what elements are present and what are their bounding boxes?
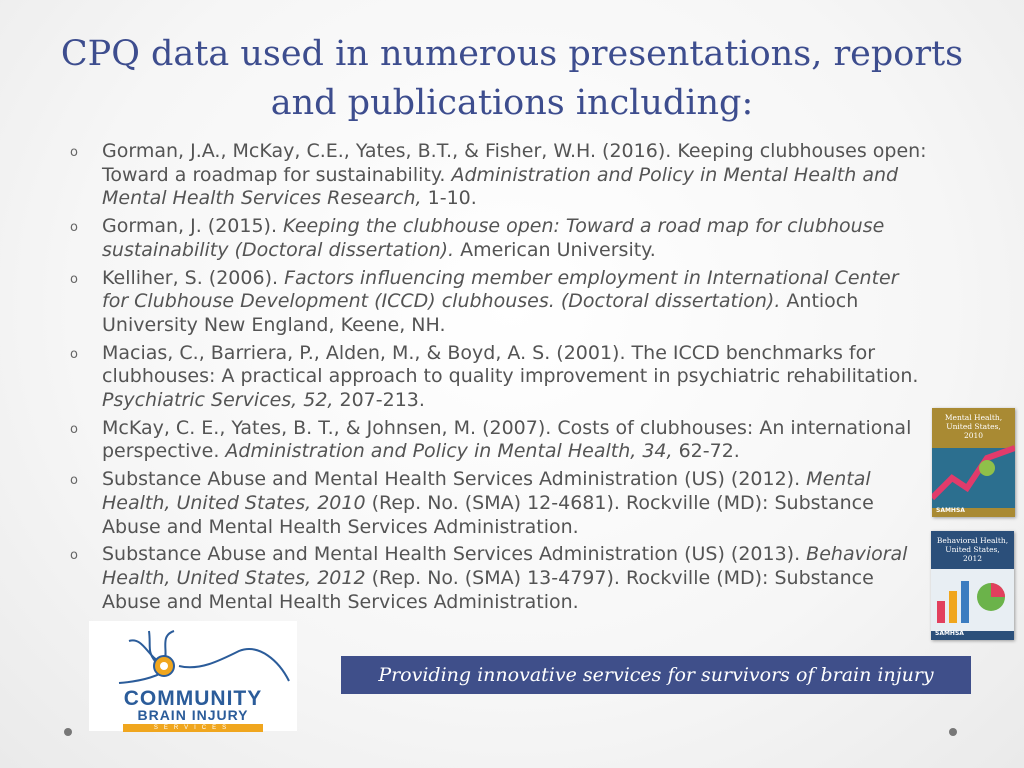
tagline-banner: Providing innovative services for survivors of brain injury [341,656,971,694]
samhsa-logo: SAMHSA [935,630,964,637]
neuron-icon [89,621,297,691]
bullet-icon: o [70,271,78,287]
reference-item [70,468,930,539]
slide-title [40,30,984,128]
reference-text-end: 207-213. [333,389,425,412]
book-cover-behavioral-health-2012 [931,531,1014,640]
reference-text: McKay, C. E., Yates, B. T., & Johnsen, M. (2007). Costs of clubhouses: An international perspective. [102,416,912,463]
slide-corner-dot-left [64,728,72,736]
reference-item [70,267,930,338]
reference-italic-text: Factors influencing member employment in International Center for Clubhouse Development (ICCD) clubhouses. (Doctoral dissertation). [102,266,899,313]
reference-item [70,543,930,614]
bullet-icon: o [70,220,78,236]
bullet-icon: o [70,145,78,160]
reference-item [70,417,930,464]
reference-list [70,140,930,618]
reference-item [70,215,930,262]
reference-text-end: Antioch University New England, Keene, NH. [102,290,859,336]
reference-italic-text: Administration and Policy in Mental Health, 34, [225,440,673,463]
bullet-icon: o [70,421,78,437]
reference-text-end: (Rep. No. (SMA) 12-4681). Rockville (MD): Substance Abuse and Mental Health Services Administration. [102,491,874,538]
reference-text: Substance Abuse and Mental Health Services Administration (US) (2012). [102,468,807,491]
reference-text: Gorman, J.A., McKay, C.E., Yates, B.T., & Fisher, W.H. (2016). Keeping clubhouses open: Toward a roadmap for sustainability. [102,140,927,186]
logo-services-text: SERVICES [123,724,263,732]
reference-text-end: American University. [454,238,656,261]
book-cover-art [932,438,1015,508]
bullet-icon: o [70,346,78,362]
community-brain-injury-services-logo [89,621,297,731]
reference-text: Kelliher, S. (2006). [102,266,285,289]
reference-italic-text: Keeping the clubhouse open: Toward a road map for clubhouse sustainability (Doctoral dissertation). [102,215,885,261]
slide-corner-dot-right [949,728,957,736]
reference-text: Macias, C., Barriera, P., Alden, M., & Boyd, A. S. (2001). The ICCD benchmarks for clubhouses: A practical approach to quality improvement in psychiatric rehabilitation. [102,341,919,388]
reference-text: Gorman, J. (2015). [102,215,284,238]
bullet-icon: o [70,548,78,564]
book-cover-title: Behavioral Health, United States, 2012 [936,536,1009,563]
reference-italic-text: Mental Health, United States, 2010 [102,468,871,514]
book-cover-art [931,561,1014,631]
slide-title-line-1: CPQ data used in numerous presentations, reports [60,34,964,74]
reference-item [70,342,930,413]
bullet-icon: o [70,473,78,489]
slide-title-line-2: and publications including: [270,83,754,123]
logo-community-text: COMMUNITY [123,687,263,710]
book-cover-title: Mental Health, United States, 2010 [944,413,1003,440]
reference-text-end: 1-10. [421,187,477,210]
samhsa-logo: SAMHSA [936,507,965,514]
logo-brain-injury-text: BRAIN INJURY [137,707,249,723]
reference-text-end: (Rep. No. (SMA) 13-4797). Rockville (MD): Substance Abuse and Mental Health Services Administration. [102,566,874,613]
reference-italic-text: Psychiatric Services, 52, [102,389,334,412]
reference-item [70,140,930,211]
reference-text: Substance Abuse and Mental Health Services Administration (US) (2013). [102,543,807,566]
reference-italic-text: Behavioral Health, United States, 2012 [102,543,908,589]
reference-italic-text: Administration and Policy in Mental Health and Mental Health Services Research, [102,163,899,210]
reference-text-end: 62-72. [672,440,740,463]
book-cover-mental-health-2010 [932,408,1015,517]
